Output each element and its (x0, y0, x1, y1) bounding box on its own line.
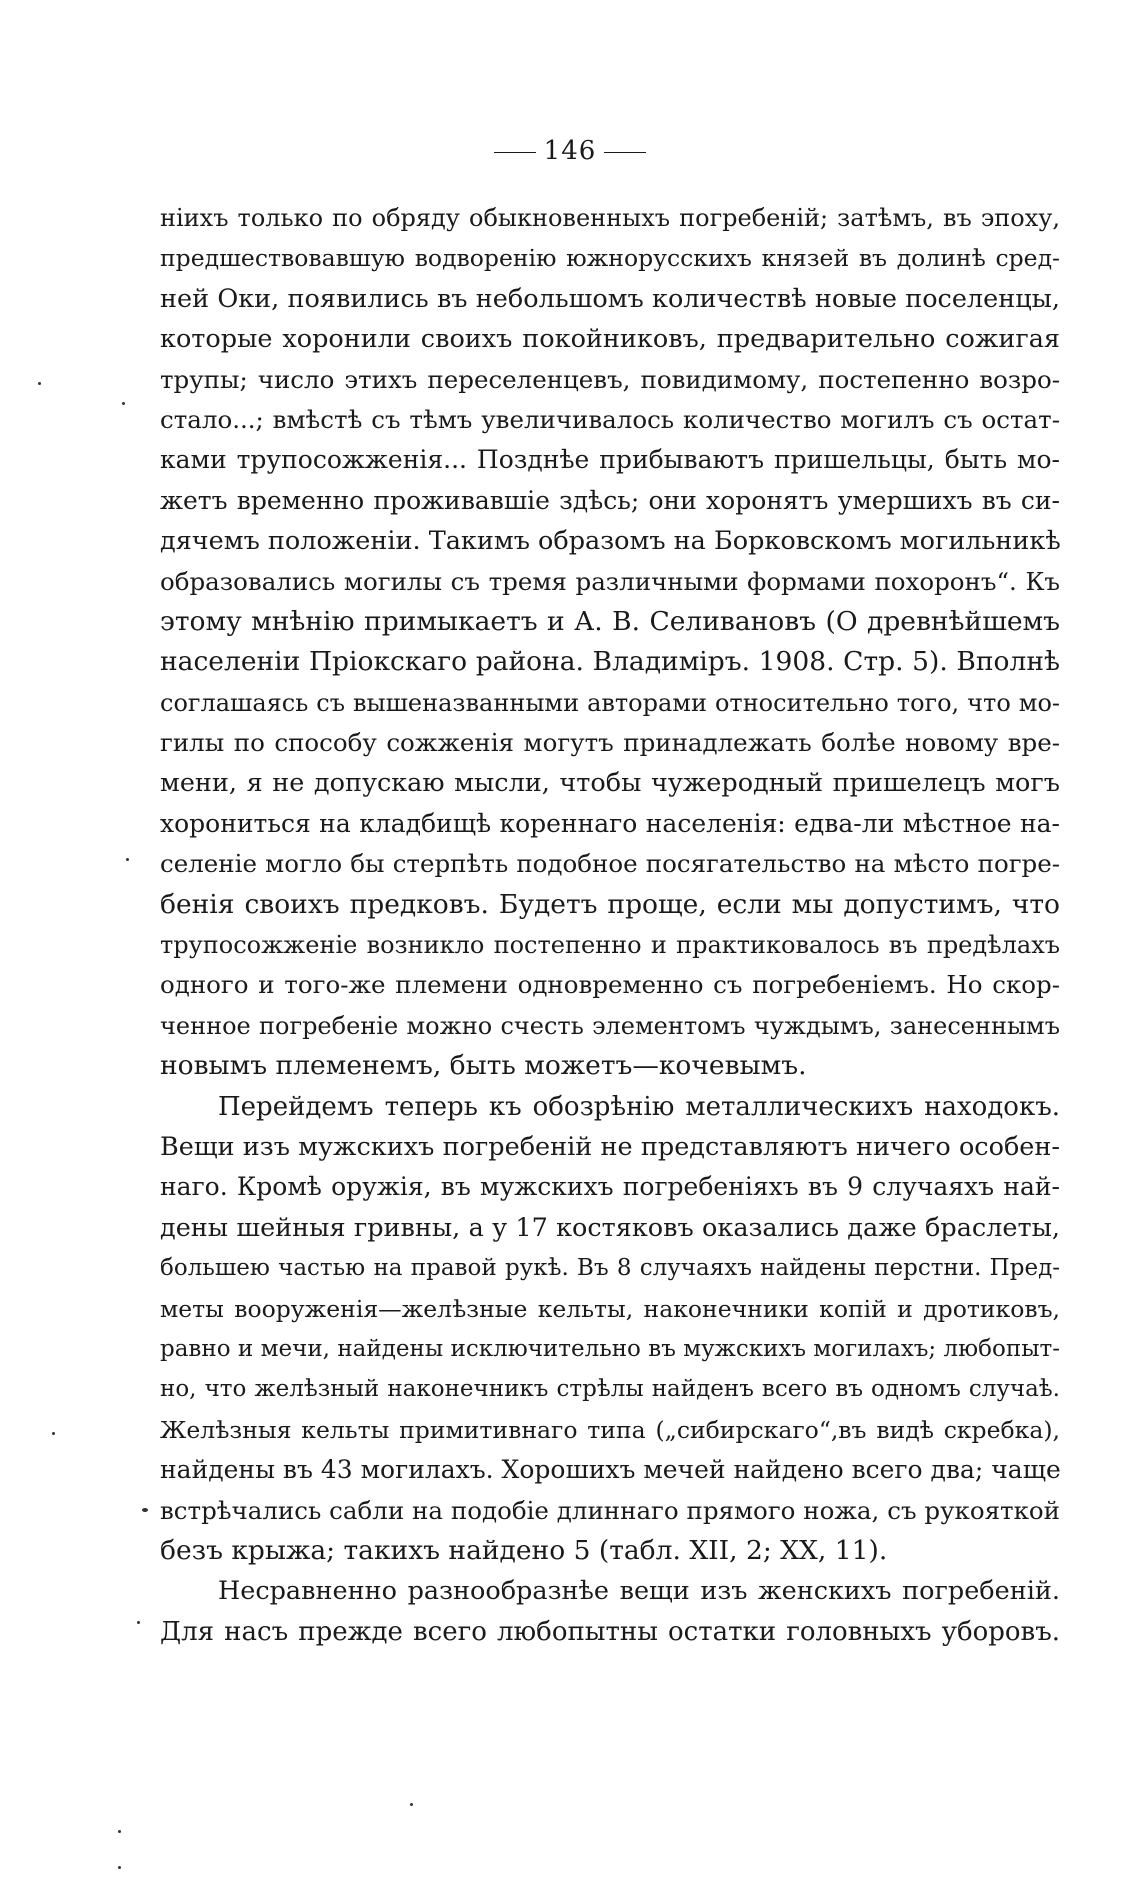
text-line: большею частью на правой рукѣ. Въ 8 случаяхъ найдены перстни. Пред- (160, 1255, 1060, 1282)
header-dash-left (494, 152, 536, 153)
paragraph (160, 1087, 1060, 1572)
text-line: селеніе могло бы стерпѣть подобное посягательство на мѣсто погре- (160, 849, 1060, 879)
text-line: меты вооруженія—желѣзные кельты, наконечники копій и дротиковъ, (160, 1294, 1060, 1323)
text-line: населеніи Пріокскаго района. Владиміръ. 1908. Стр. 5). Вполнѣ (160, 646, 1060, 678)
text-line: дены шейныя гривны, а у 17 костяковъ оказались даже браслеты, (160, 1212, 1060, 1243)
text-line: гилы по способу сожженія могутъ принадлежать болѣе новому вре- (160, 728, 1060, 758)
text-line: дячемъ положеніи. Такимъ образомъ на Борковскомъ могильникѣ (160, 526, 1061, 557)
text-line: хорониться на кладбищѣ кореннаго населенія: едва-ли мѣстное на- (160, 808, 1060, 838)
text-line: соглашаясь съ вышеназванными авторами относительно того, что мо- (160, 688, 1060, 717)
scan-speck (122, 402, 125, 405)
text-line: ченное погребеніе можно счесть элементомъ чуждымъ, занесеннымъ (160, 1011, 1060, 1040)
scan-speck (142, 1508, 148, 1512)
text-line: трупосожженіе возникло постепенно и практиковалось въ предѣлахъ (160, 931, 1060, 960)
page-number: 146 (543, 136, 597, 166)
text-line: Желѣзныя кельты примитивнаго типа („сибирскаго“,въ видѣ скребка), (160, 1415, 1060, 1444)
text-line: безъ крыжа; такихъ найдено 5 (табл. XII, 2; XX, 11). (160, 1534, 888, 1566)
text-line: образовались могилы съ тремя различными формами похоронъ“. Къ (160, 566, 1060, 596)
text-line: встрѣчались сабли на подобіе длиннаго прямого ножа, съ рукояткой (160, 1495, 1060, 1525)
text-line: предшествовавшую водворенію южнорусскихъ князей въ долинѣ сред- (160, 244, 1060, 273)
scan-speck (126, 858, 129, 861)
text-line: Вещи изъ мужскихъ погребеній не представляютъ ничего особен- (160, 1131, 1060, 1162)
page-header (0, 136, 1140, 166)
text-line: трупы; число этихъ переселенцевъ, повидимому, постепенно возро- (160, 364, 1060, 394)
text-line: Для насъ прежде всего любопытны остатки головныхъ уборовъ. (160, 1616, 1060, 1647)
scan-speck (118, 1830, 121, 1833)
scan-speck (410, 1803, 413, 1806)
paragraph (160, 198, 1060, 1087)
paragraph (160, 1571, 1060, 1652)
text-line: но, что желѣзный наконечникъ стрѣлы найденъ всего въ одномъ случаѣ. (160, 1376, 1060, 1403)
header-dash-right (604, 152, 646, 153)
text-line: наго. Кромѣ оружія, въ мужскихъ погребеніяхъ въ 9 случаяхъ най- (160, 1172, 1060, 1202)
text-line: новымъ племенемъ, быть можетъ—кочевымъ. (160, 1050, 807, 1082)
text-line: одного и того-же племени одновременно съ погребеніемъ. Но скор- (160, 970, 1060, 1000)
text-line: стало...; вмѣстѣ съ тѣмъ увеличивалось количество могилъ съ остат- (160, 404, 1060, 434)
scan-speck (38, 382, 41, 385)
text-line: этому мнѣнію примыкаетъ и А. В. Селивановъ (О древнѣйшемъ (160, 605, 1060, 637)
text-line: бенія своихъ предковъ. Будетъ проще, если мы допустимъ, что (160, 888, 1060, 920)
scan-speck (118, 1866, 121, 1869)
scan-speck (137, 1621, 140, 1624)
text-line: найдены въ 43 могилахъ. Хорошихъ мечей найдено всего два; чаще (160, 1455, 1061, 1485)
text-line: Перейдемъ теперь къ обозрѣнію металлическихъ находокъ. (218, 1091, 1060, 1122)
body-text (160, 198, 1060, 1652)
text-line: мени, я не допускаю мысли, чтобы чужеродный пришелецъ могъ (160, 768, 1060, 799)
text-line: которые хоронили своихъ покойниковъ, предварительно сожигая (160, 324, 1060, 355)
text-line: Несравненно разнообразнѣе вещи изъ женскихъ погребеній. (218, 1576, 1060, 1607)
text-line: ніихъ только по обряду обыкновенныхъ погребеній; затѣмъ, въ эпоху, (160, 204, 1060, 232)
scan-speck (52, 1432, 55, 1435)
text-line: ками трупосожженія... Позднѣе прибываютъ пришельцы, быть мо- (160, 445, 1060, 475)
text-line: равно и мечи, найдены исключительно въ мужскихъ могилахъ; любопыт- (160, 1335, 1060, 1362)
text-line: жетъ временно проживавшіе здѣсь; они хоронятъ умершихъ въ си- (160, 485, 1060, 515)
text-line: ней Оки, появились въ небольшомъ количествѣ новые поселенцы, (160, 283, 1060, 314)
